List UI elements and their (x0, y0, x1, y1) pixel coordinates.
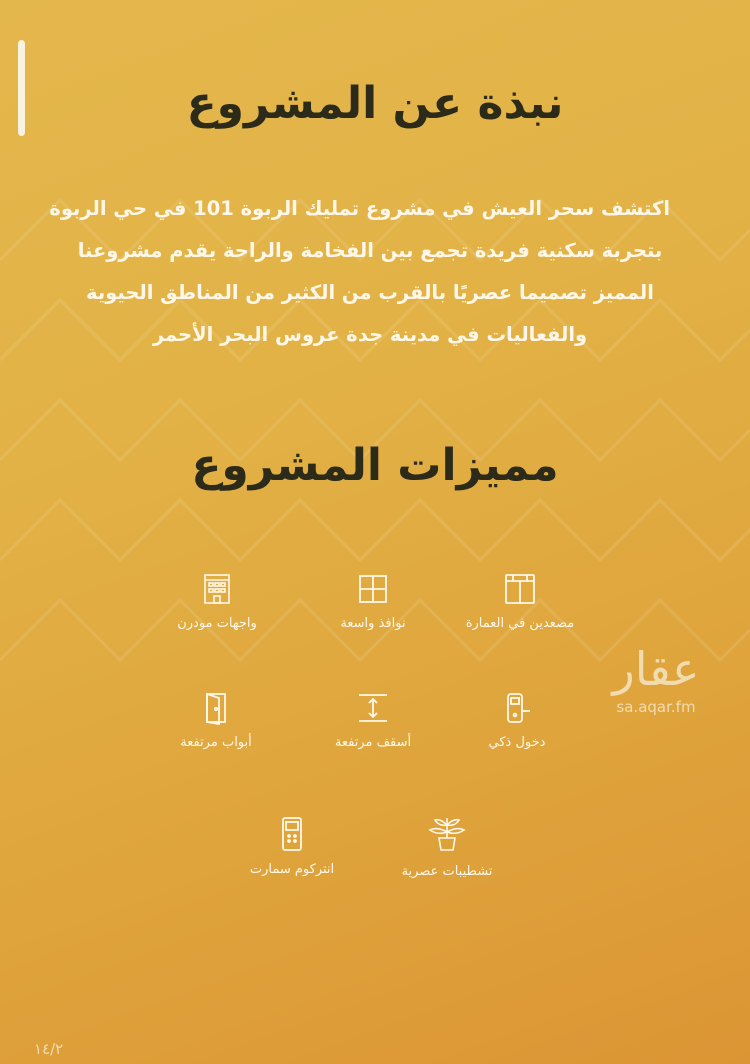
plant-icon (426, 814, 468, 854)
smart-lock-icon (500, 691, 534, 725)
feature-high-doors (126, 691, 306, 750)
feature-label: واجهات مودرن (177, 616, 257, 631)
feature-high-ceilings (283, 691, 463, 750)
watermark-url: sa.aqar.fm (616, 698, 696, 716)
feature-label: أبواب مرتفعة (180, 735, 252, 750)
about-line: والفعاليات في مدينة جدة عروس البحر الأحمر (152, 323, 588, 346)
feature-label: تشطيبات عصرية (401, 864, 493, 879)
building-facade-icon (200, 572, 234, 606)
door-icon (199, 691, 233, 725)
window-icon (356, 572, 390, 606)
feature-label: انتركوم سمارت (249, 862, 335, 877)
about-paragraph (49, 188, 670, 356)
about-line: المميز تصميما عصريًا بالقرب من الكثير من المناطق الحيوية (86, 281, 654, 304)
feature-label: أسقف مرتفعة (334, 735, 412, 750)
page-number: ١٤/٢ (34, 1040, 64, 1058)
intercom-icon (275, 816, 309, 852)
feature-label: مصعدين في العمارة (465, 616, 575, 631)
about-line: اكتشف سحر العيش في مشروع تمليك الربوة 101 في حي الربوة (49, 197, 670, 220)
elevator-icon (503, 572, 537, 606)
feature-label: نوافذ واسعة (340, 616, 406, 631)
feature-smart-intercom (202, 816, 382, 877)
feature-windows (283, 572, 463, 631)
about-title: نبذة عن المشروع (186, 78, 564, 129)
feature-label: دخول ذكي (488, 735, 546, 750)
feature-modern-finishes (357, 814, 537, 879)
about-line: بتجربة سكنية فريدة تجمع بين الفخامة والراحة يقدم مشروعنا (77, 239, 663, 262)
features-title: مميزات المشروع (191, 440, 559, 491)
aqar-watermark (596, 640, 716, 716)
watermark-logo: عقار (612, 642, 700, 696)
ceiling-height-icon (356, 691, 390, 725)
feature-facades (127, 572, 307, 631)
